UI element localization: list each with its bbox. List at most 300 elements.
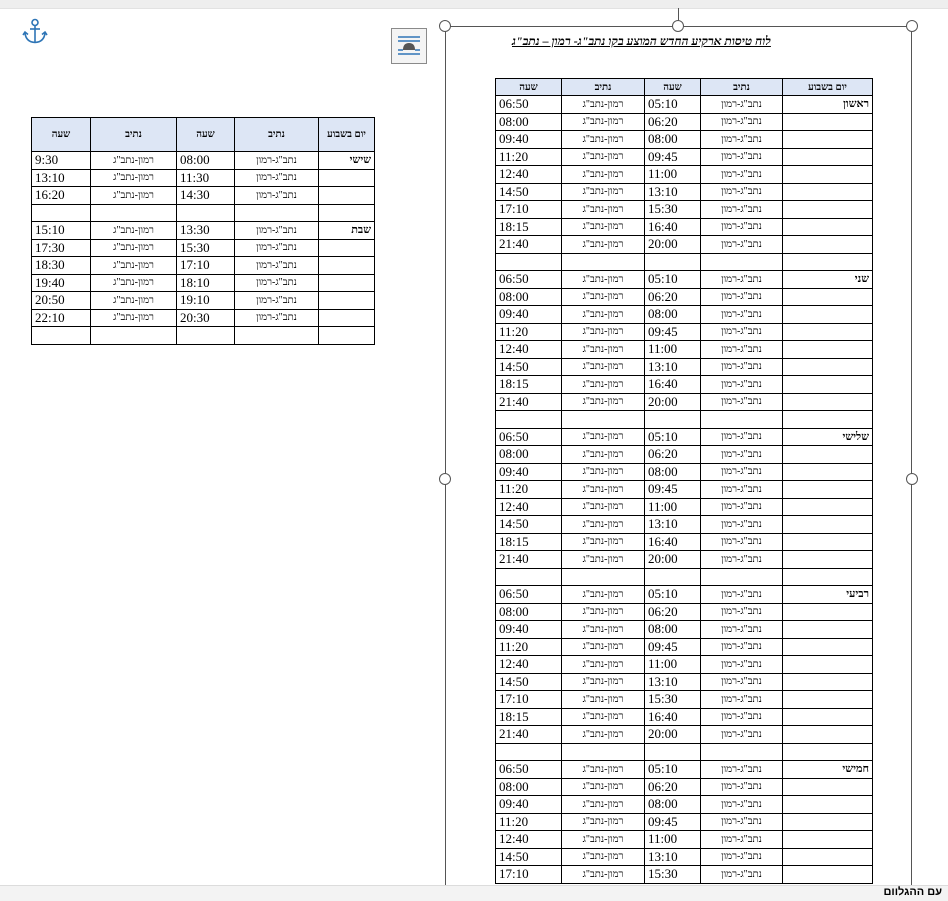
return-route-cell: רמון-נתב"ג — [562, 586, 645, 604]
table-row — [32, 169, 375, 187]
table-row — [32, 152, 375, 170]
return-time-cell: 06:50 — [496, 761, 562, 779]
header-time: שעה — [32, 118, 91, 152]
route-cell — [235, 327, 319, 345]
table-row — [496, 323, 873, 341]
return-route-cell: רמון-נתב"ג — [562, 498, 645, 516]
return-time-cell: 14:50 — [496, 673, 562, 691]
route-cell — [562, 253, 645, 271]
departure-time-cell: 08:00 — [645, 306, 701, 324]
return-route-cell: רמון-נתב"ג — [562, 393, 645, 411]
outbound-route-cell: נתב"ג-רמון — [701, 848, 783, 866]
return-route-cell: רמון-נתב"ג — [562, 376, 645, 394]
departure-time-cell: 11:00 — [645, 656, 701, 674]
time-cell — [496, 743, 562, 761]
table-row — [496, 656, 873, 674]
return-route-cell: רמון-נתב"ג — [562, 341, 645, 359]
table-row — [32, 187, 375, 205]
day-cell: שישי — [319, 152, 375, 170]
table-row — [32, 239, 375, 257]
table-row — [496, 306, 873, 324]
return-time-cell: 17:10 — [496, 866, 562, 884]
day-cell — [783, 498, 873, 516]
day-cell — [783, 201, 873, 219]
departure-time-cell: 09:45 — [645, 638, 701, 656]
day-cell — [783, 341, 873, 359]
return-route-cell: רמון-נתב"ג — [562, 621, 645, 639]
outbound-route-cell: נתב"ג-רמון — [701, 516, 783, 534]
return-time-cell: 09:40 — [496, 463, 562, 481]
day-cell — [783, 533, 873, 551]
header-route: נתיב — [91, 118, 177, 152]
day-cell — [783, 463, 873, 481]
table-row — [496, 393, 873, 411]
table-row — [496, 341, 873, 359]
header-time: שעה — [177, 118, 235, 152]
return-time-cell: 09:40 — [496, 131, 562, 149]
return-route-cell: רמון-נתב"ג — [562, 673, 645, 691]
departure-time-cell: 09:45 — [645, 813, 701, 831]
day-cell — [783, 778, 873, 796]
table-row — [496, 813, 873, 831]
status-bar-text: עם ההגלוום — [883, 886, 942, 898]
route-cell — [701, 411, 783, 429]
departure-time-cell: 11:00 — [645, 341, 701, 359]
outbound-route-cell: נתב"ג-רמון — [701, 148, 783, 166]
departure-time-cell: 05:10 — [645, 271, 701, 289]
return-time-cell: 09:40 — [496, 621, 562, 639]
outbound-route-cell: נתב"ג-רמון — [235, 152, 319, 170]
return-time-cell: 09:40 — [496, 796, 562, 814]
route-cell — [701, 743, 783, 761]
outbound-route-cell: נתב"ג-רמון — [701, 288, 783, 306]
outbound-route-cell: נתב"ג-רמון — [701, 603, 783, 621]
table-header-row — [32, 118, 375, 152]
table-row — [496, 691, 873, 709]
departure-time-cell: 06:20 — [645, 778, 701, 796]
departure-time-cell: 16:40 — [645, 218, 701, 236]
table-row — [496, 218, 873, 236]
outbound-route-cell: נתב"ג-רמון — [701, 708, 783, 726]
day-cell — [783, 236, 873, 254]
outbound-route-cell: נתב"ג-רמון — [701, 831, 783, 849]
return-time-cell: 11:20 — [496, 638, 562, 656]
day-cell — [783, 411, 873, 429]
resize-handle-right[interactable] — [906, 473, 918, 485]
day-cell — [319, 204, 375, 222]
rotate-handle[interactable] — [672, 20, 684, 32]
departure-time-cell: 06:20 — [645, 113, 701, 131]
day-cell — [319, 309, 375, 327]
return-route-cell: רמון-נתב"ג — [91, 187, 177, 205]
route-cell — [562, 743, 645, 761]
day-cell: חמישי — [783, 761, 873, 779]
outbound-route-cell: נתב"ג-רמון — [701, 498, 783, 516]
outbound-route-cell: נתב"ג-רמון — [701, 113, 783, 131]
departure-time-cell: 08:00 — [645, 131, 701, 149]
route-cell — [701, 253, 783, 271]
time-cell — [645, 253, 701, 271]
day-cell — [783, 866, 873, 884]
header-route: נתיב — [701, 79, 783, 96]
table-row — [496, 428, 873, 446]
departure-time-cell: 09:45 — [645, 481, 701, 499]
return-time-cell: 21:40 — [496, 236, 562, 254]
return-time-cell: 9:30 — [32, 152, 91, 170]
header-day: יום בשבוע — [319, 118, 375, 152]
outbound-route-cell: נתב"ג-רמון — [701, 131, 783, 149]
return-route-cell: רמון-נתב"ג — [562, 726, 645, 744]
table-row — [496, 411, 873, 429]
departure-time-cell: 14:30 — [177, 187, 235, 205]
table-row — [496, 446, 873, 464]
day-cell — [783, 131, 873, 149]
table-row — [496, 603, 873, 621]
return-time-cell: 12:40 — [496, 166, 562, 184]
day-cell — [783, 673, 873, 691]
departure-time-cell: 09:45 — [645, 323, 701, 341]
day-cell — [783, 551, 873, 569]
schedule-title: לוח טיסות ארקיע החדש המוצע בקו נתב"ג- רמון – נתב"ג — [512, 34, 771, 48]
table-row — [496, 96, 873, 114]
outbound-route-cell: נתב"ג-רמון — [701, 551, 783, 569]
time-cell — [32, 204, 91, 222]
table-row — [496, 201, 873, 219]
weekday-schedule-table — [495, 78, 873, 884]
resize-handle-top-left[interactable] — [439, 20, 451, 32]
return-time-cell: 18:15 — [496, 708, 562, 726]
table-row — [496, 376, 873, 394]
departure-time-cell: 16:40 — [645, 376, 701, 394]
table-row — [496, 778, 873, 796]
return-time-cell: 20:50 — [32, 292, 91, 310]
outbound-route-cell: נתב"ג-רמון — [701, 638, 783, 656]
return-route-cell: רמון-נתב"ג — [562, 656, 645, 674]
return-time-cell: 11:20 — [496, 323, 562, 341]
return-route-cell: רמון-נתב"ג — [562, 218, 645, 236]
day-cell — [783, 708, 873, 726]
layout-options-icon — [392, 29, 426, 63]
return-route-cell: רמון-נתב"ג — [562, 481, 645, 499]
return-route-cell: רמון-נתב"ג — [562, 323, 645, 341]
return-time-cell: 18:30 — [32, 257, 91, 275]
time-cell — [645, 743, 701, 761]
return-time-cell: 08:00 — [496, 446, 562, 464]
day-cell: שלישי — [783, 428, 873, 446]
departure-time-cell: 20:00 — [645, 551, 701, 569]
outbound-route-cell: נתב"ג-רמון — [701, 866, 783, 884]
return-route-cell: רמון-נתב"ג — [562, 358, 645, 376]
day-cell — [783, 568, 873, 586]
return-route-cell: רמון-נתב"ג — [562, 603, 645, 621]
table-row — [32, 327, 375, 345]
departure-time-cell: 08:00 — [177, 152, 235, 170]
return-time-cell: 14:50 — [496, 848, 562, 866]
table-row — [496, 621, 873, 639]
outbound-route-cell: נתב"ג-רמון — [701, 183, 783, 201]
return-route-cell: רמון-נתב"ג — [562, 796, 645, 814]
return-time-cell: 08:00 — [496, 113, 562, 131]
outbound-route-cell: נתב"ג-רמון — [235, 222, 319, 240]
day-cell — [783, 796, 873, 814]
return-route-cell: רמון-נתב"ג — [562, 131, 645, 149]
return-route-cell: רמון-נתב"ג — [562, 831, 645, 849]
day-cell: שבת — [319, 222, 375, 240]
return-route-cell: רמון-נתב"ג — [562, 201, 645, 219]
time-cell — [177, 204, 235, 222]
departure-time-cell: 08:00 — [645, 463, 701, 481]
header-day: יום בשבוע — [783, 79, 873, 96]
return-route-cell: רמון-נתב"ג — [562, 761, 645, 779]
return-route-cell: רמון-נתב"ג — [562, 183, 645, 201]
outbound-route-cell: נתב"ג-רמון — [701, 428, 783, 446]
return-route-cell: רמון-נתב"ג — [562, 638, 645, 656]
day-cell — [319, 327, 375, 345]
return-time-cell: 22:10 — [32, 309, 91, 327]
departure-time-cell: 13:10 — [645, 183, 701, 201]
table-row — [496, 358, 873, 376]
table-row — [496, 638, 873, 656]
return-route-cell: רמון-נתב"ג — [562, 113, 645, 131]
return-time-cell: 12:40 — [496, 831, 562, 849]
return-route-cell: רמון-נתב"ג — [562, 551, 645, 569]
return-time-cell: 14:50 — [496, 183, 562, 201]
outbound-route-cell: נתב"ג-רמון — [701, 656, 783, 674]
return-time-cell: 11:20 — [496, 813, 562, 831]
day-cell — [783, 603, 873, 621]
return-route-cell: רמון-נתב"ג — [91, 292, 177, 310]
day-cell — [783, 691, 873, 709]
day-cell — [783, 148, 873, 166]
departure-time-cell: 20:00 — [645, 393, 701, 411]
departure-time-cell: 17:10 — [177, 257, 235, 275]
return-time-cell: 09:40 — [496, 306, 562, 324]
return-time-cell: 11:20 — [496, 481, 562, 499]
return-route-cell: רמון-נתב"ג — [91, 309, 177, 327]
outbound-route-cell: נתב"ג-רמון — [701, 393, 783, 411]
outbound-route-cell: נתב"ג-רמון — [701, 761, 783, 779]
outbound-route-cell: נתב"ג-רמון — [235, 187, 319, 205]
departure-time-cell: 15:30 — [645, 201, 701, 219]
outbound-route-cell: נתב"ג-רמון — [701, 306, 783, 324]
departure-time-cell: 08:00 — [645, 621, 701, 639]
table-row — [496, 166, 873, 184]
departure-time-cell: 13:10 — [645, 516, 701, 534]
return-route-cell: רמון-נתב"ג — [562, 306, 645, 324]
return-route-cell: רמון-נתב"ג — [91, 257, 177, 275]
departure-time-cell: 20:00 — [645, 236, 701, 254]
table-row — [496, 866, 873, 884]
return-route-cell: רמון-נתב"ג — [562, 516, 645, 534]
departure-time-cell: 08:00 — [645, 796, 701, 814]
day-cell — [783, 113, 873, 131]
day-cell — [783, 306, 873, 324]
outbound-route-cell: נתב"ג-רמון — [701, 376, 783, 394]
departure-time-cell: 16:40 — [645, 533, 701, 551]
day-cell — [783, 656, 873, 674]
return-time-cell: 21:40 — [496, 551, 562, 569]
return-route-cell: רמון-נתב"ג — [562, 866, 645, 884]
return-time-cell: 12:40 — [496, 341, 562, 359]
table-row — [496, 498, 873, 516]
time-cell — [645, 568, 701, 586]
outbound-route-cell: נתב"ג-רמון — [235, 169, 319, 187]
time-cell — [496, 411, 562, 429]
day-cell — [783, 323, 873, 341]
table-row — [496, 463, 873, 481]
return-time-cell: 08:00 — [496, 288, 562, 306]
departure-time-cell: 06:20 — [645, 288, 701, 306]
return-time-cell: 18:15 — [496, 218, 562, 236]
departure-time-cell: 15:30 — [645, 691, 701, 709]
resize-handle-left[interactable] — [439, 473, 451, 485]
table-row — [496, 516, 873, 534]
table-row — [32, 222, 375, 240]
day-cell — [783, 288, 873, 306]
outbound-route-cell: נתב"ג-רמון — [701, 271, 783, 289]
return-time-cell: 18:15 — [496, 376, 562, 394]
table-row — [496, 761, 873, 779]
departure-time-cell: 15:30 — [645, 866, 701, 884]
return-time-cell: 11:20 — [496, 148, 562, 166]
window-top-strip — [0, 0, 948, 9]
day-cell — [783, 726, 873, 744]
return-time-cell: 06:50 — [496, 586, 562, 604]
outbound-route-cell: נתב"ג-רמון — [701, 673, 783, 691]
return-route-cell: רמון-נתב"ג — [562, 533, 645, 551]
anchor-icon[interactable] — [22, 18, 48, 46]
day-cell — [783, 358, 873, 376]
table-row — [32, 257, 375, 275]
outbound-route-cell: נתב"ג-רמון — [235, 309, 319, 327]
outbound-route-cell: נתב"ג-רמון — [235, 239, 319, 257]
return-route-cell: רמון-נתב"ג — [562, 166, 645, 184]
day-cell: ראשון — [783, 96, 873, 114]
table-row — [496, 288, 873, 306]
outbound-route-cell: נתב"ג-רמון — [235, 274, 319, 292]
outbound-route-cell: נתב"ג-רמון — [701, 813, 783, 831]
day-cell — [783, 831, 873, 849]
day-cell — [783, 393, 873, 411]
return-time-cell: 17:30 — [32, 239, 91, 257]
table-row — [496, 271, 873, 289]
return-time-cell: 14:50 — [496, 358, 562, 376]
outbound-route-cell: נתב"ג-רמון — [701, 481, 783, 499]
departure-time-cell: 13:10 — [645, 358, 701, 376]
day-cell — [319, 169, 375, 187]
table-row — [496, 253, 873, 271]
route-cell — [701, 568, 783, 586]
route-cell — [235, 204, 319, 222]
return-time-cell: 16:20 — [32, 187, 91, 205]
outbound-route-cell: נתב"ג-רמון — [701, 778, 783, 796]
return-route-cell: רמון-נתב"ג — [562, 96, 645, 114]
table-row — [496, 673, 873, 691]
return-time-cell: 12:40 — [496, 498, 562, 516]
time-cell — [32, 327, 91, 345]
return-time-cell: 17:10 — [496, 691, 562, 709]
outbound-route-cell: נתב"ג-רמון — [701, 533, 783, 551]
outbound-route-cell: נתב"ג-רמון — [701, 726, 783, 744]
route-cell — [562, 411, 645, 429]
departure-time-cell: 11:30 — [177, 169, 235, 187]
day-cell: שני — [783, 271, 873, 289]
day-cell — [319, 292, 375, 310]
outbound-route-cell: נתב"ג-רמון — [701, 621, 783, 639]
outbound-route-cell: נתב"ג-רמון — [701, 201, 783, 219]
departure-time-cell: 15:30 — [177, 239, 235, 257]
return-route-cell: רמון-נתב"ג — [562, 778, 645, 796]
table-row — [496, 236, 873, 254]
outbound-route-cell: נתב"ג-רמון — [701, 323, 783, 341]
table-row — [496, 796, 873, 814]
return-time-cell: 08:00 — [496, 778, 562, 796]
departure-time-cell: 06:20 — [645, 446, 701, 464]
outbound-route-cell: נתב"ג-רמון — [235, 292, 319, 310]
table-header-row — [496, 79, 873, 96]
outbound-route-cell: נתב"ג-רמון — [235, 257, 319, 275]
table-row — [496, 568, 873, 586]
day-cell — [783, 481, 873, 499]
departure-time-cell: 20:00 — [645, 726, 701, 744]
return-route-cell: רמון-נתב"ג — [562, 463, 645, 481]
day-cell — [783, 446, 873, 464]
outbound-route-cell: נתב"ג-רמון — [701, 691, 783, 709]
day-cell — [783, 743, 873, 761]
outbound-route-cell: נתב"ג-רמון — [701, 341, 783, 359]
route-cell — [91, 327, 177, 345]
departure-time-cell: 20:30 — [177, 309, 235, 327]
outbound-route-cell: נתב"ג-רמון — [701, 463, 783, 481]
return-route-cell: רמון-נתב"ג — [562, 708, 645, 726]
departure-time-cell: 11:00 — [645, 498, 701, 516]
return-time-cell: 21:40 — [496, 393, 562, 411]
departure-time-cell: 19:10 — [177, 292, 235, 310]
time-cell — [177, 327, 235, 345]
table-row — [496, 848, 873, 866]
departure-time-cell: 13:30 — [177, 222, 235, 240]
return-route-cell: רמון-נתב"ג — [91, 239, 177, 257]
layout-options-button[interactable] — [391, 28, 427, 64]
return-route-cell: רמון-נתב"ג — [562, 288, 645, 306]
departure-time-cell: 06:20 — [645, 603, 701, 621]
table-row — [496, 113, 873, 131]
departure-time-cell: 11:00 — [645, 166, 701, 184]
departure-time-cell: 09:45 — [645, 148, 701, 166]
day-cell — [783, 376, 873, 394]
return-time-cell: 06:50 — [496, 428, 562, 446]
return-time-cell: 13:10 — [32, 169, 91, 187]
day-cell — [783, 516, 873, 534]
day-cell — [319, 257, 375, 275]
departure-time-cell: 11:00 — [645, 831, 701, 849]
day-cell: רביעי — [783, 586, 873, 604]
resize-handle-top-right[interactable] — [906, 20, 918, 32]
route-cell — [562, 568, 645, 586]
weekend-schedule-table — [31, 117, 375, 345]
table-row — [496, 708, 873, 726]
return-route-cell: רמון-נתב"ג — [562, 148, 645, 166]
return-time-cell: 06:50 — [496, 271, 562, 289]
day-cell — [783, 218, 873, 236]
time-cell — [496, 253, 562, 271]
return-route-cell: רמון-נתב"ג — [91, 274, 177, 292]
outbound-route-cell: נתב"ג-רמון — [701, 796, 783, 814]
return-time-cell: 06:50 — [496, 96, 562, 114]
return-time-cell: 18:15 — [496, 533, 562, 551]
return-route-cell: רמון-נתב"ג — [562, 848, 645, 866]
return-route-cell: רמון-נתב"ג — [562, 446, 645, 464]
